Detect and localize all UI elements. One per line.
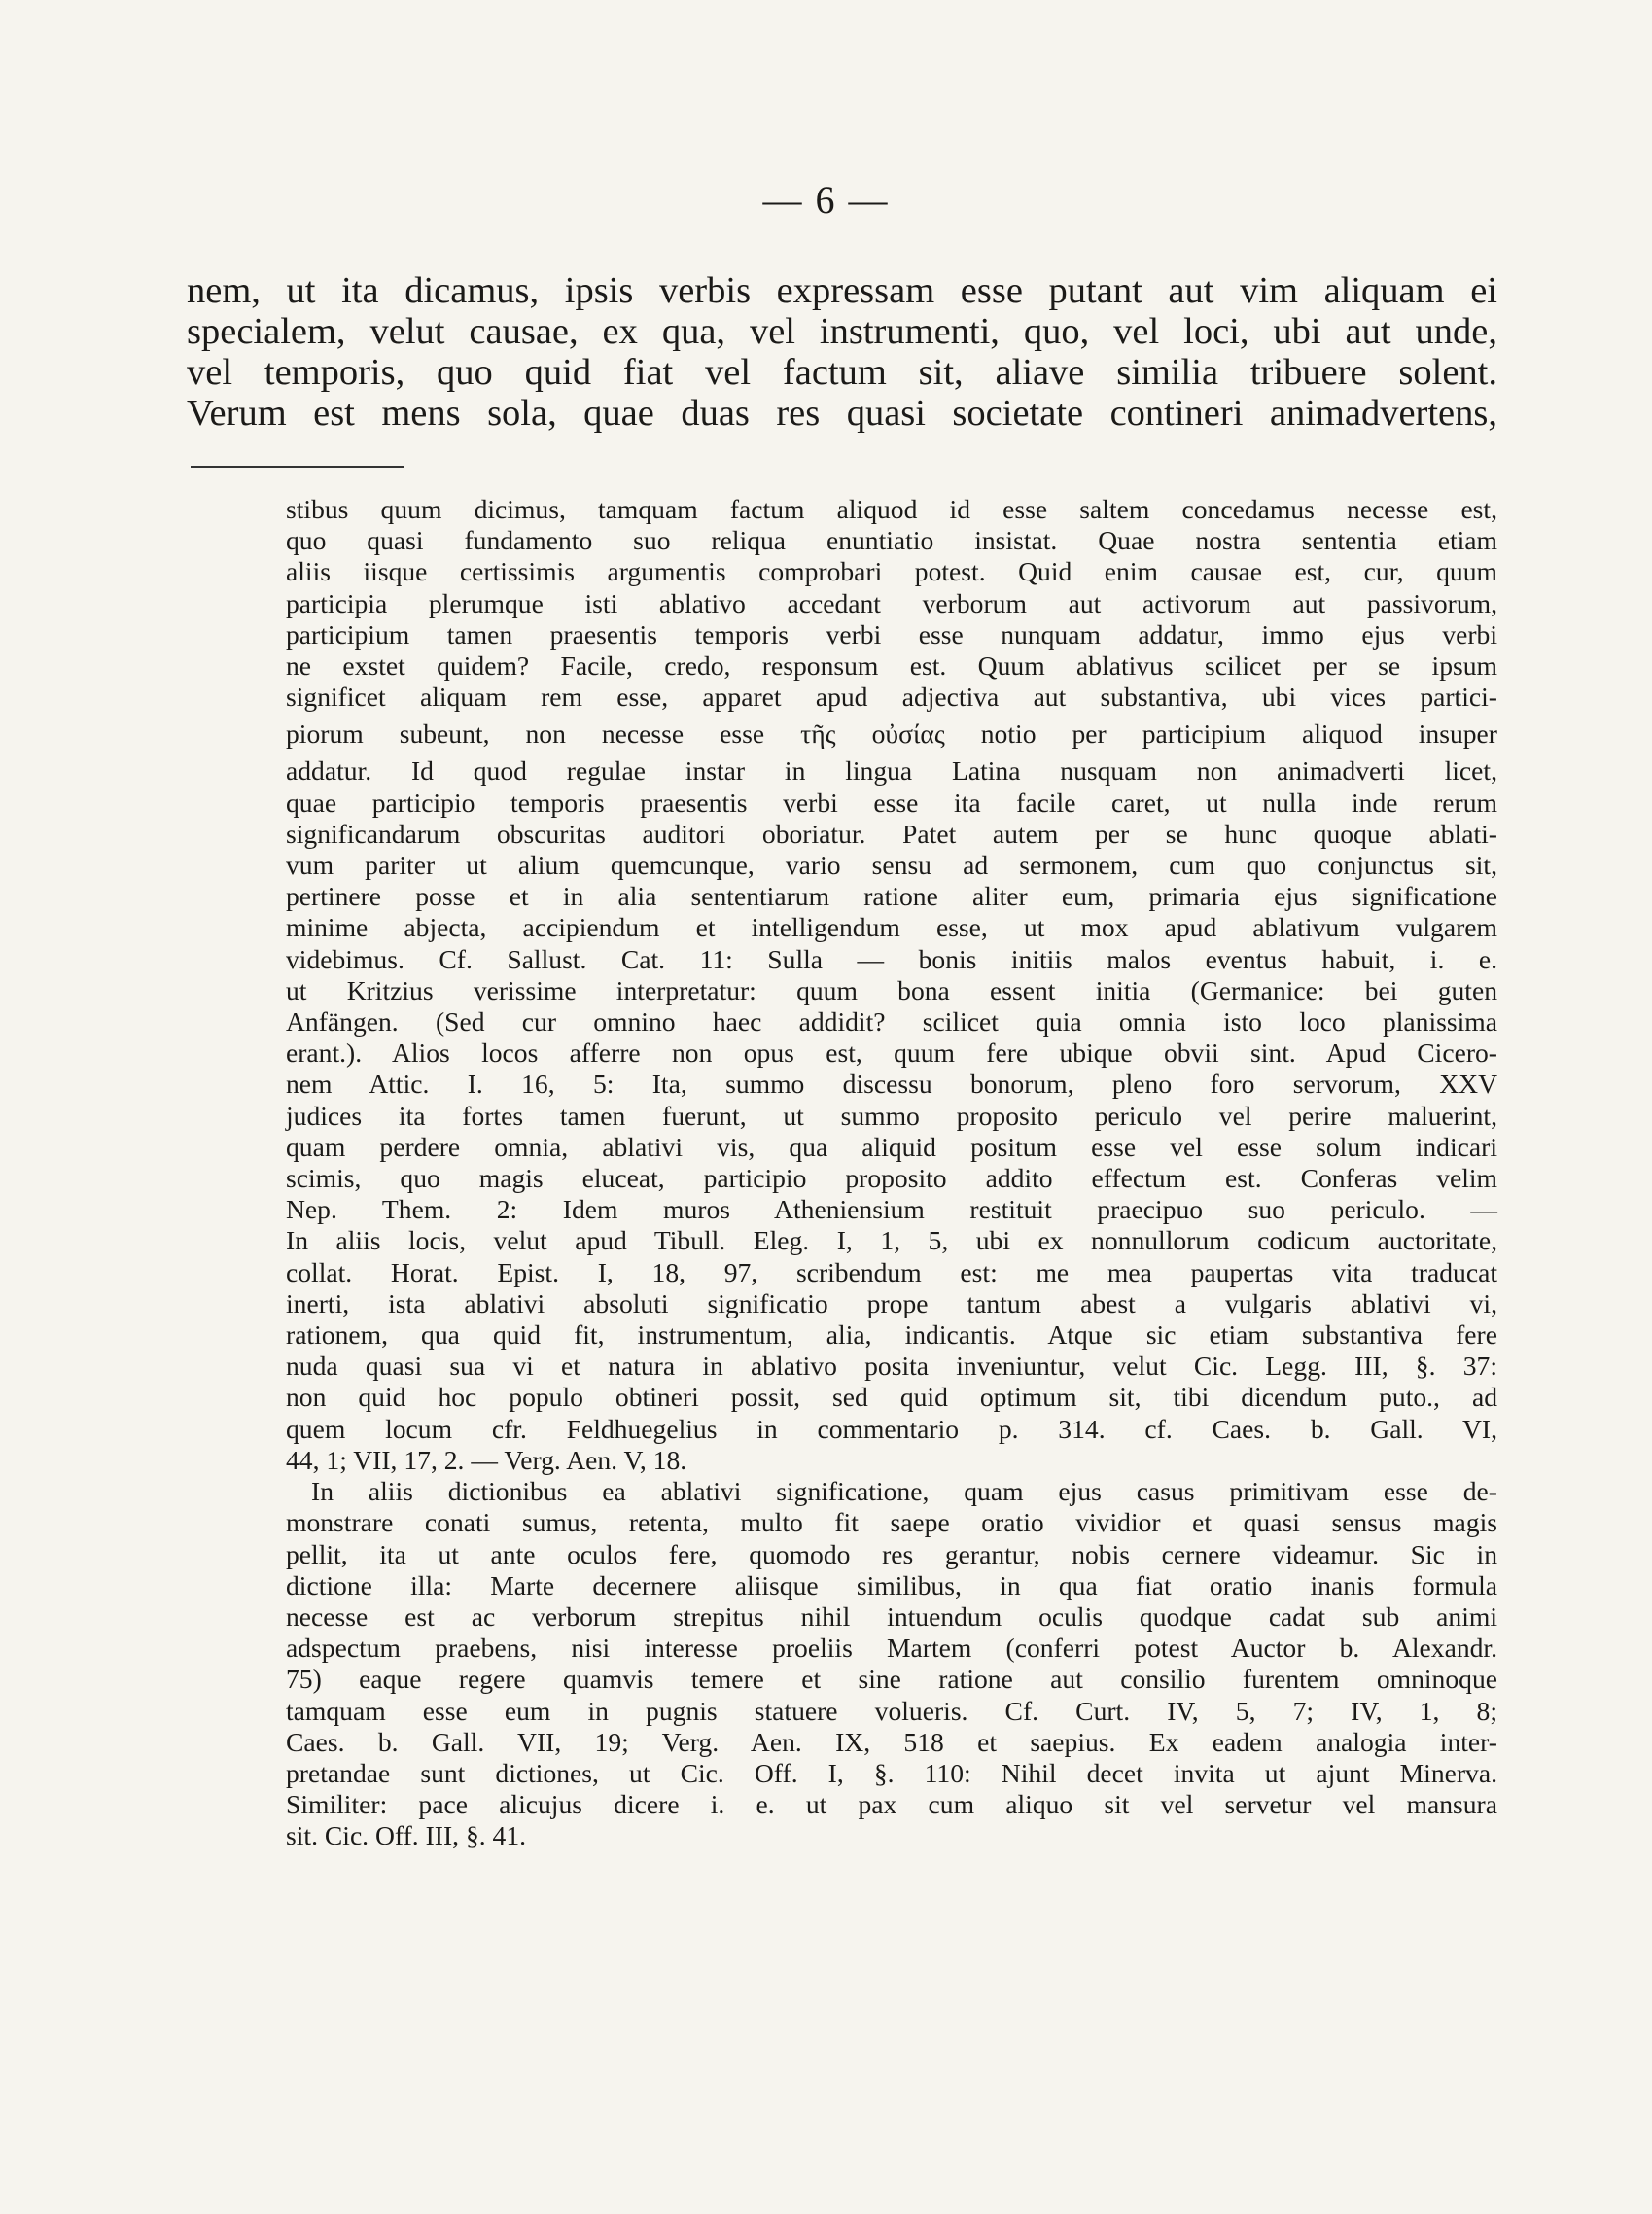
note-line: Anfängen. (Sed cur omnino haec addidit? scilicet quia omnia isto loco planissima: [286, 1006, 1497, 1037]
note-line: necesse est ac verborum strepitus nihil intuendum oculis quodque cadat sub animi: [286, 1600, 1497, 1632]
note-line: In aliis dictionibus ea ablativi significatione, quam ejus casus primitivam esse de-: [311, 1476, 1497, 1507]
note-line: Caes. b. Gall. VII, 19; Verg. Aen. IX, 518 et saepius. Ex eadem analogia inter-: [286, 1726, 1497, 1757]
note-line: piorum subeunt, non necesse esse τῆς οὐσίας notio per participium aliquod insuper: [286, 719, 1497, 750]
main-line: Verum est mens sola, quae duas res quasi societate contineri animadvertens,: [187, 393, 1497, 434]
note-line: quo quasi fundamento suo reliqua enuntiatio insistat. Quae nostra sententia etiam: [286, 525, 1497, 556]
note-line: ut Kritzius verissime interpretatur: quum bona essent initia (Germanice: bei guten: [286, 974, 1497, 1005]
note-line: significet aliquam rem esse, apparet apud adjectiva aut substantiva, ubi vices partici-: [286, 682, 1497, 713]
main-line: vel temporis, quo quid fiat vel factum sit, aliave similia tribuere solent.: [187, 352, 1497, 393]
note-line: In aliis locis, velut apud Tibull. Eleg. I, 1, 5, ubi ex nonnullorum codicum auctoritate,: [286, 1225, 1497, 1256]
note-line: addatur. Id quod regulae instar in lingua Latina nusquam non animadverti licet,: [286, 756, 1497, 787]
note-line: erant.). Alios locos afferre non opus est, quum fere ubique obvii sint. Apud Cicero-: [286, 1037, 1497, 1069]
note-line: quam perdere omnia, ablativi vis, qua aliquid positum esse vel esse solum indicari: [286, 1131, 1497, 1162]
note-line: Similiter: pace alicujus dicere i. e. ut pax cum aliquo sit vel servetur vel mansura: [286, 1789, 1497, 1820]
note-line: inerti, ista ablativi absoluti significatio prope tantum abest a vulgaris ablativi vi,: [286, 1287, 1497, 1318]
note-line: 44, 1; VII, 17, 2. — Verg. Aen. V, 18.: [286, 1444, 687, 1475]
note-line: ne exstet quidem? Facile, credo, responsum est. Quum ablativus scilicet per se ipsum: [286, 650, 1497, 682]
note-line: quem locum cfr. Feldhuegelius in commentario p. 314. cf. Caes. b. Gall. VI,: [286, 1413, 1497, 1444]
note-line: collat. Horat. Epist. I, 18, 97, scribendum est: me mea paupertas vita traducat: [286, 1256, 1497, 1287]
note-line: minime abjecta, accipiendum et intelligendum esse, ut mox apud ablativum vulgarem: [286, 912, 1497, 943]
note-line: pretandae sunt dictiones, ut Cic. Off. I, §. 110: Nihil decet invita ut ajunt Minerva.: [286, 1757, 1497, 1788]
main-line: nem, ut ita dicamus, ipsis verbis expressam esse putant aut vim aliquam ei: [187, 270, 1497, 311]
note-line: 75) eaque regere quamvis temere et sine ratione aut consilio furentem omninoque: [286, 1664, 1497, 1695]
page-number: — 6 —: [762, 178, 890, 222]
note-line: videbimus. Cf. Sallust. Cat. 11: Sulla — bonis initiis malos eventus habuit, i. e.: [286, 943, 1497, 974]
note-line: adspectum praebens, nisi interesse proeliis Martem (conferri potest Auctor b. Alexandr.: [286, 1633, 1497, 1664]
note-line: significandarum obscuritas auditori oboriatur. Patet autem per se hunc quoque ablati-: [286, 818, 1497, 849]
note-line: nem Attic. I. 16, 5: Ita, summo discessu bonorum, pleno foro servorum, XXV: [286, 1069, 1497, 1100]
note-line: Nep. Them. 2: Idem muros Atheniensium restituit praecipuo suo periculo. —: [286, 1194, 1497, 1225]
main-text-block: [187, 270, 1497, 434]
note-line: rationem, qua quid fit, instrumentum, alia, indicantis. Atque sic etiam substantiva fere: [286, 1319, 1497, 1351]
note-line: vum pariter ut alium quemcunque, vario sensu ad sermonem, cum quo conjunctus sit,: [286, 850, 1497, 881]
note-line: pellit, ita ut ante oculos fere, quomodo res gerantur, nobis cernere videamur. Sic in: [286, 1538, 1497, 1569]
note-line: nuda quasi sua vi et natura in ablativo posita inveniuntur, velut Cic. Legg. III, §. 37:: [286, 1351, 1497, 1382]
note-line: participium tamen praesentis temporis verbi esse nunquam addatur, immo ejus verbi: [286, 618, 1497, 650]
note-line: scimis, quo magis eluceat, participio proposito addito effectum est. Conferas velim: [286, 1163, 1497, 1194]
footnote-separator-rule: [191, 466, 404, 468]
note-line: pertinere posse et in alia sententiarum ratione aliter eum, primaria ejus significatione: [286, 881, 1497, 912]
note-line: tamquam esse eum in pugnis statuere volueris. Cf. Curt. IV, 5, 7; IV, 1, 8;: [286, 1695, 1497, 1726]
note-line: quae participio temporis praesentis verbi esse ita facile caret, ut nulla inde rerum: [286, 787, 1497, 818]
note-line: aliis iisque certissimis argumentis comprobari potest. Quid enim causae est, cur, quum: [286, 556, 1497, 587]
note-line: judices ita fortes tamen fuerunt, ut summo proposito periculo vel perire maluerint,: [286, 1100, 1497, 1131]
footnote-text-block: [286, 494, 1497, 1852]
note-line: participia plerumque isti ablativo accedant verborum aut activorum aut passivorum,: [286, 587, 1497, 618]
note-line: non quid hoc populo obtineri possit, sed quid optimum sit, tibi dicendum puto., ad: [286, 1382, 1497, 1413]
note-line: sit. Cic. Off. III, §. 41.: [286, 1820, 527, 1851]
note-line: dictione illa: Marte decernere aliisque similibus, in qua fiat oratio inanis formula: [286, 1569, 1497, 1600]
note-line: monstrare conati sumus, retenta, multo fit saepe oratio vividior et quasi sensus magis: [286, 1507, 1497, 1538]
note-line: stibus quum dicimus, tamquam factum aliquod id esse saltem concedamus necesse est,: [286, 494, 1497, 524]
main-line: specialem, velut causae, ex qua, vel instrumenti, quo, vel loci, ubi aut unde,: [187, 311, 1497, 352]
